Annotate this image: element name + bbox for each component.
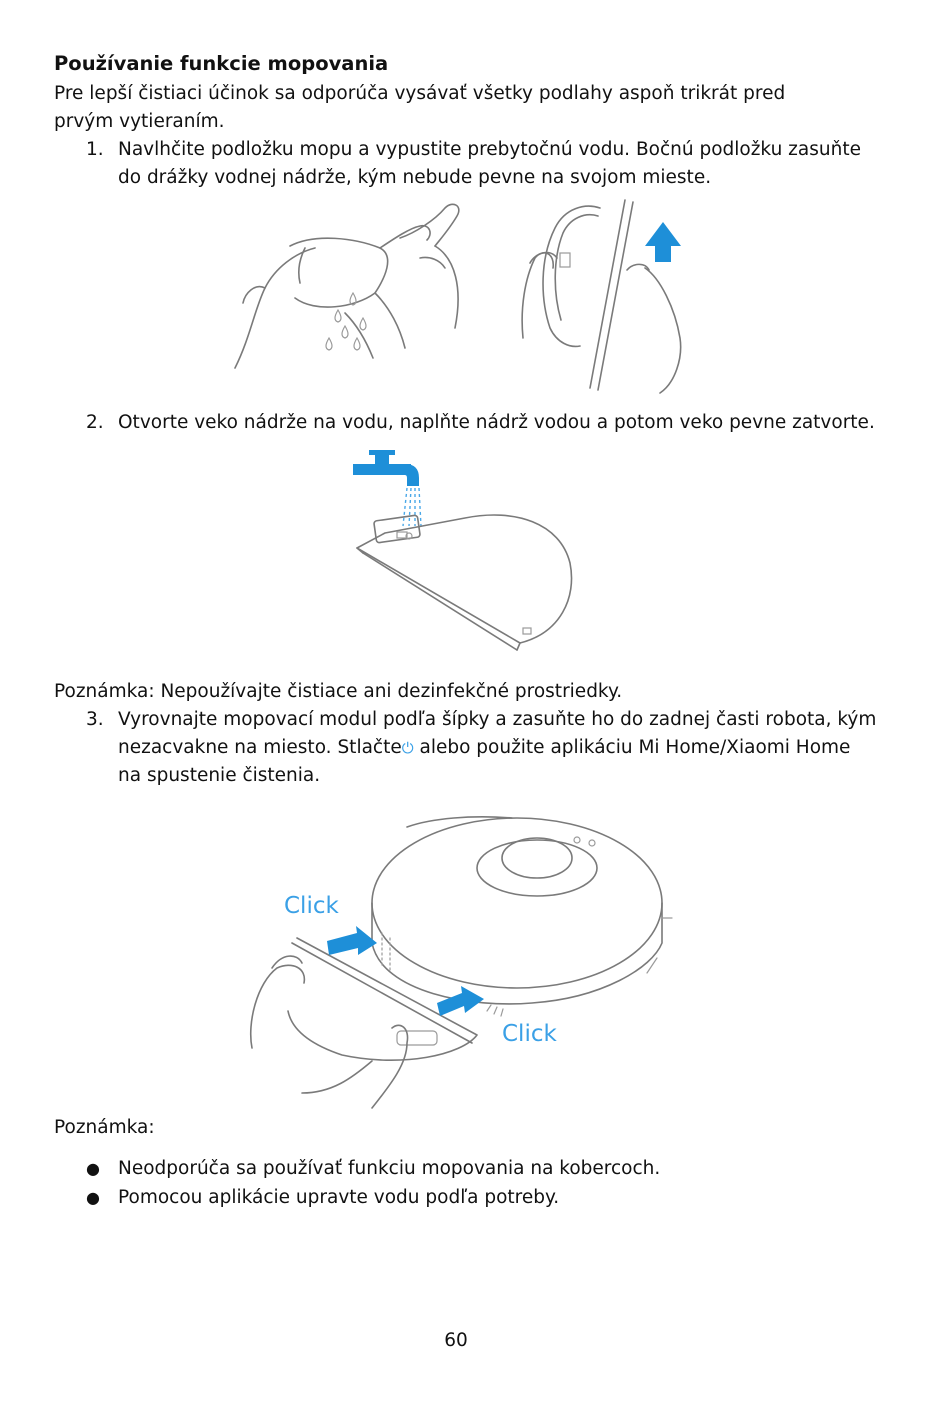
hands-wringing-illustration — [235, 204, 459, 368]
right-arrow-icon-top — [327, 926, 377, 955]
bullet-marker: ● — [86, 1159, 100, 1178]
pad-insertion-illustration — [522, 200, 681, 393]
intro-paragraph: Pre lepší čistiaci účinok sa odporúča vysávať všetky podlahy aspoň trikrát pred prvým vytieraním. — [54, 83, 786, 132]
page-number: 60 — [444, 1330, 468, 1351]
step-2-number: 2. — [86, 412, 104, 433]
step-3-text-before: Vyrovnajte mopovací modul podľa šípky a zasuňte ho do zadnej časti robota, kým nezacvakne na miesto. Stlačte — [118, 709, 877, 758]
bullet-item-water: Pomocou aplikácie upravte vodu podľa potreby. — [118, 1187, 560, 1208]
up-arrow-icon — [645, 222, 681, 262]
mop-module-illustration — [251, 938, 477, 1108]
section-heading: Používanie funkcie mopovania — [54, 52, 389, 75]
bullet-item-carpet: Neodporúča sa používať funkciu mopovania na kobercoch. — [118, 1158, 661, 1179]
note-no-detergents: Poznámka: Nepoužívajte čistiace ani dezinfekčné prostriedky. — [54, 681, 623, 702]
step-3-text-after: alebo použite aplikáciu Mi Home/Xiaomi Home na spustenie čistenia. — [118, 737, 851, 786]
robot-vacuum-illustration — [372, 817, 672, 1004]
bullet-marker: ● — [86, 1188, 100, 1207]
right-arrow-icon-bottom — [437, 986, 484, 1016]
faucet-icon — [353, 450, 419, 486]
figure-mop-attach — [232, 793, 680, 1111]
figure-mop-pad — [205, 198, 705, 398]
step-2-text: Otvorte veko nádrže na vodu, naplňte nádrž vodou a potom veko pevne zatvorte. — [118, 412, 875, 433]
figure-water-tank — [345, 448, 585, 663]
step-3-number: 3. — [86, 709, 104, 730]
step-3-text — [118, 706, 878, 790]
power-icon: ⏻ — [401, 739, 414, 757]
click-label-top: Click — [284, 893, 339, 919]
water-tank-illustration — [357, 515, 572, 650]
step-1-text: Navlhčite podložku mopu a vypustite prebytočnú vodu. Bočnú podložku zasuňte do drážky vodnej nádrže, kým nebude pevne na svojom mieste. — [118, 139, 861, 188]
click-label-bottom: Click — [502, 1021, 557, 1047]
note-label: Poznámka: — [54, 1117, 155, 1138]
step-1-number: 1. — [86, 139, 104, 160]
